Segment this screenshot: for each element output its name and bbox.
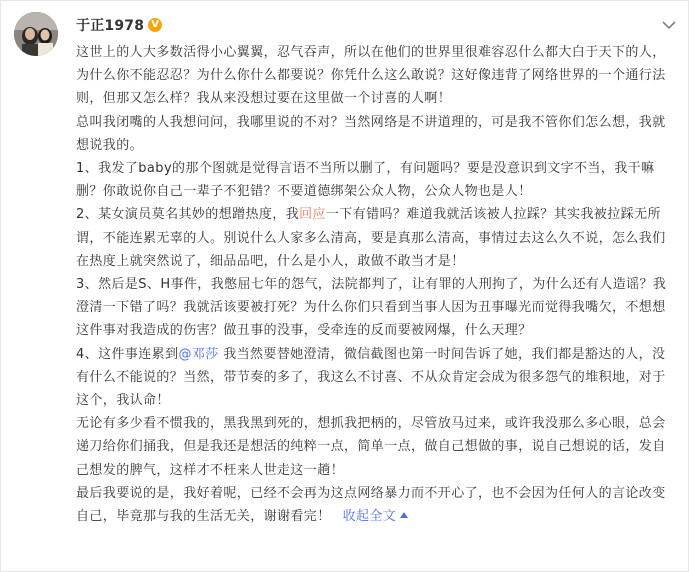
post-paragraph [76,41,678,111]
collapse-label: 收起全文 [342,509,397,525]
post-header [76,14,162,36]
paragraph-text: 4、这件事连累到 [76,346,179,362]
paragraph-text: 总叫我闭嘴的人我想问问，我哪里说的不对？当然网络是不讲道理的，可是我不管你们怎么想，我就想说我的。 [76,114,666,153]
collapse-full-text-button[interactable] [343,509,410,524]
post-paragraph [76,203,678,273]
post-paragraph [76,412,678,482]
post-paragraph [76,157,678,203]
verified-badge-icon: V [148,18,162,32]
paragraph-text: 我当然要替她澄清，微信截图也第一时间告诉了她，我们都是豁达的人，没有什么不能说的？当然，带节奏的多了，我这么不讨喜、不从众肯定会成为很多怨气的堆积地，对于这个，我认命！ [76,346,666,409]
paragraph-text: 2、某女演员莫名其妙的想蹭热度，我 [76,207,300,223]
paragraph-text: 无论有多少看不惯我的，黑我黑到死的，想抓我把柄的，尽管放马过来，或许我没那么多心眼，总会递刀给你们捅我，但是我还是想活的纯粹一点，简单一点，做自己想做的事，说自己想说的话，发自己想发的脾气，这样才不枉来人世走这一趟！ [76,416,666,478]
paragraph-text: 这世上的人大多数活得小心翼翼，忍气吞声，所以在他们的世界里很难容忍什么都大白于天下的人，为什么你不能忍忍？为什么你什么都要说？你凭什么这么敢说？这好像违背了网络世界的一个通行法则，但那又怎么样？我从来没想过要在这里做一个讨喜的人啊！ [76,45,666,107]
paragraph-text: 1、我发了baby的那个图就是觉得言语不当所以删了，有问题吗？要是没意识到文字不当，我干嘛删？你敢说你自己一辈子不犯错？不要道德绑架公众人物，公众人物也是人！ [76,161,655,200]
post-paragraph [76,273,678,343]
chevron-down-icon[interactable] [661,19,677,31]
paragraph-text: 3、然后是S、H事件，我憋屈七年的怨气，法院都判了，让有罪的人刑拘了，为什么还有人造谣？我澄清一下错了吗？我就活该要被打死？为什么你们只看到当事人因为丑事曝光而觉得我嘴欠，不想想这件事对我造成的伤害？做丑事的没事，受牵连的反而要被网爆，什么天理？ [76,277,667,339]
post-paragraph [76,482,678,528]
post-paragraph [76,343,678,413]
paragraph-text: 最后我要说的是，我好着呢，已经不会再为这点网络暴力而不开心了，也不会因为任何人的言论改变自己，毕竟那与我的生活无关，谢谢看完！ [76,485,666,525]
up-caret-icon [396,509,409,524]
author-name[interactable]: 于正1978 [76,18,145,34]
post-paragraph [76,111,678,157]
avatar[interactable] [14,12,58,56]
reply-link[interactable]: 回应 [299,207,326,223]
paragraph-text: 一下有错吗？难道我就活该被人拉踩？其实我被拉踩无所谓，不能连累无辜的人。别说什么人家多么清高，要是真那么清高，事情过去这么久不说，怎么我们在热度上就突然说了，细品品吧，什么是小人，敢做不敢当才是！ [76,207,666,269]
mention-link[interactable]: @邓莎 [178,346,219,362]
post-content [76,41,678,528]
